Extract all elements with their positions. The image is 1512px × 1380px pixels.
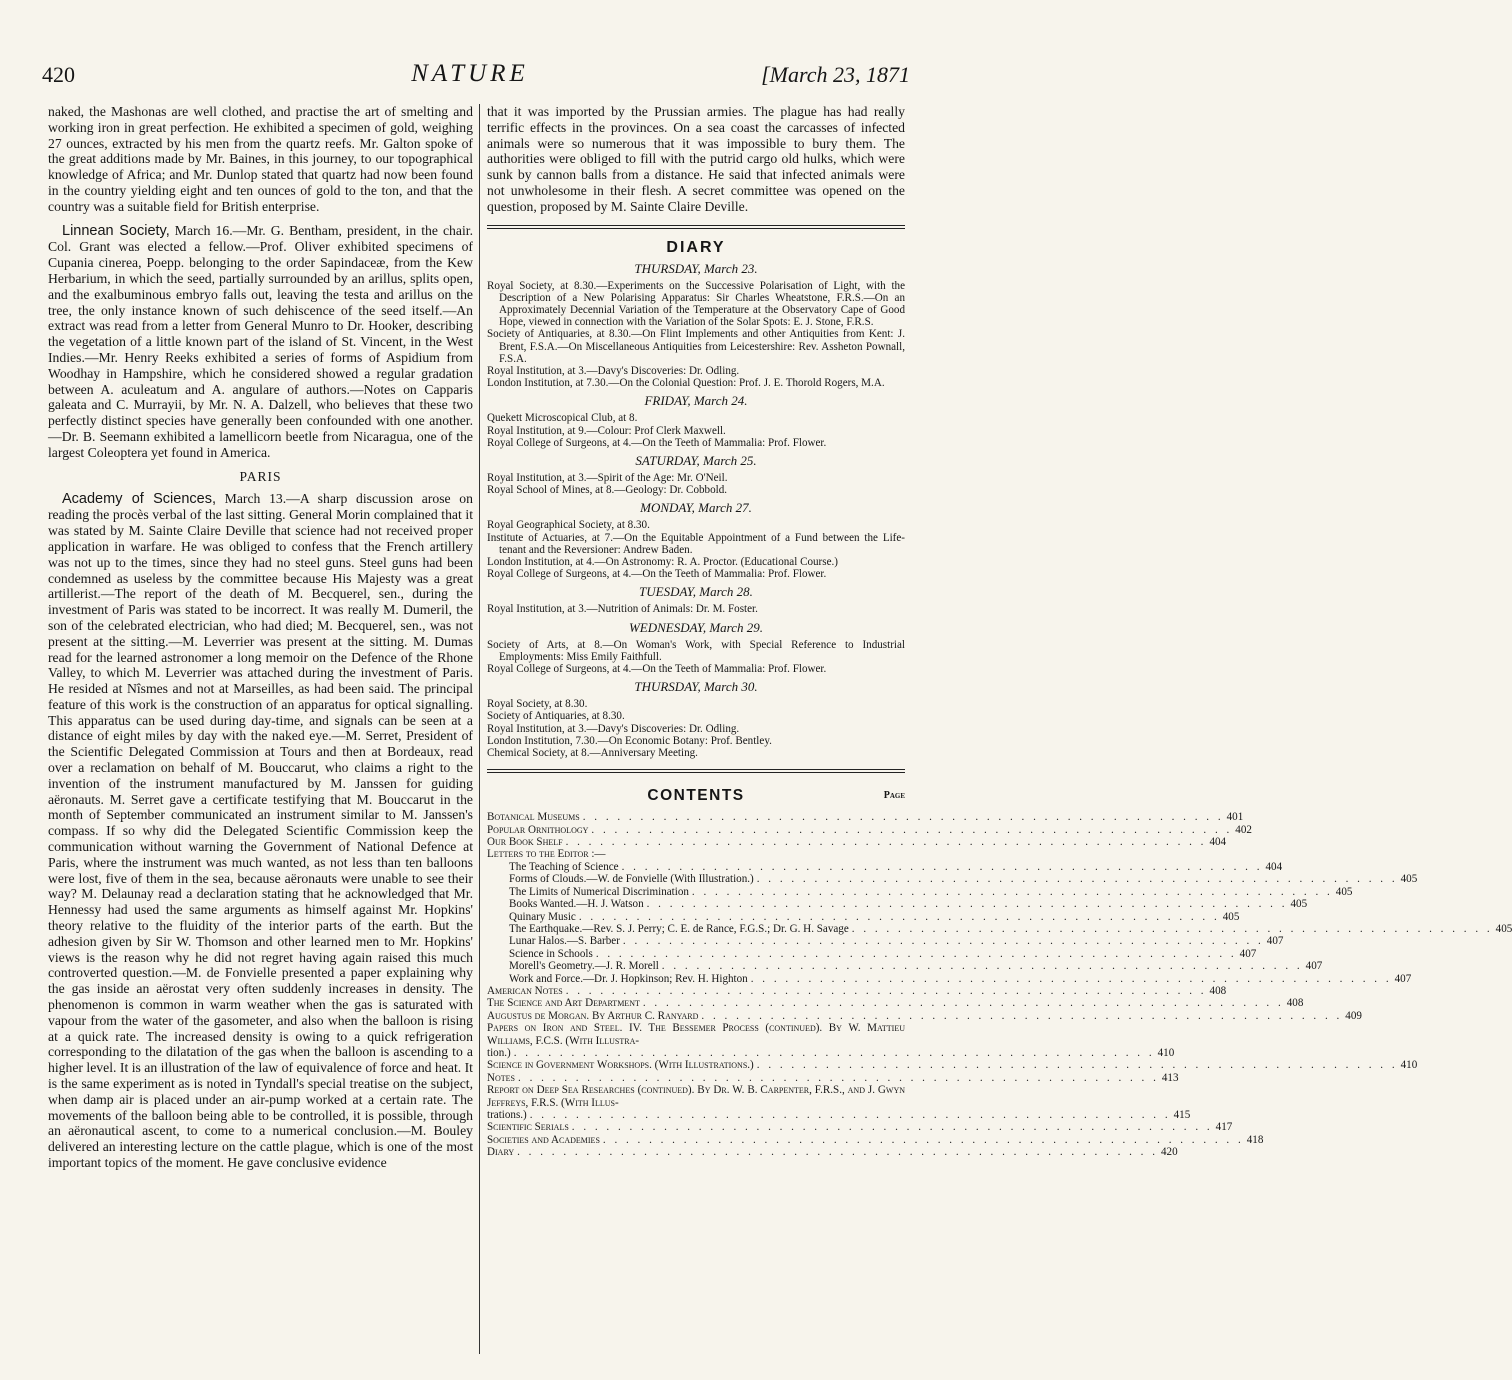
diary-entry: Royal College of Surgeons, at 4.—On the Teeth of Mammalia: Prof. Flower. bbox=[487, 436, 827, 449]
linnean-society-text: March 16.—Mr. G. Bentham, president, in the chair. Col. Grant was elected a fellow.—Prof. Oliver exhibited specimens of Cupania cinerea, Poepp. belonging to the order Sapindaceæ, from the Kew Herbarium, in which the seed, partially surrounded by an arillus, splits open, and the exalbuminous embryo falls out, leaving the testa and arillus on the tree, the only instance known of such dehiscence of the seed itself.—An extract was read from a letter from General Munro to Dr. Hooker, describing the vegetation of a little known part of the island of St. Vincent, in the West Indies.—Mr. Henry Reeks exhibited a series of forms of Aspidium from Woodhay in Hampshire, which he considered showed a regular gradation between A. aculeatum and A. angulare of authors.—Notes on Capparis galeata and C. Murrayii, by Mr. N. A. Dalzell, who believes that these two perfectly distinct species have generally been confounded with one another.—Dr. B. Seemann exhibited a lamellicorn beetle from Nicaragua, one of the largest Coleoptera yet found in America. bbox=[48, 222, 474, 460]
contents-entry bbox=[487, 898, 1308, 911]
contents-entry-page: 404 bbox=[1265, 860, 1283, 873]
contents-entry bbox=[487, 947, 1257, 960]
leader-dots: . . . . . . . . . . . . . . . . . . . . . . . . . . . . . . . . . . . . . . . . . . . . . . . . . . . . . . . . bbox=[529, 1109, 1171, 1122]
contents-entry-title: American Notes bbox=[487, 984, 563, 997]
contents-entry-title: Work and Force.—Dr. J. Hopkinson; Rev. H. Highton bbox=[509, 972, 748, 985]
contents-entry bbox=[487, 935, 1284, 948]
contents-entry-last-line bbox=[487, 1046, 1175, 1059]
leader-dots: . . . . . . . . . . . . . . . . . . . . . . . . . . . . . . . . . . . . . . . . . . . . . . . . . . . . . . . . bbox=[756, 1059, 1398, 1072]
leader-dots: . . . . . . . . . . . . . . . . . . . . . . . . . . . . . . . . . . . . . . . . . . . . . . . . . . . . . . . . bbox=[661, 960, 1303, 973]
page-column-label: Page bbox=[883, 790, 905, 802]
diary-entry: Chemical Society, at 8.—Anniversary Meeting. bbox=[487, 747, 698, 760]
contents-entry bbox=[487, 1133, 1264, 1146]
leader-dots: . . . . . . . . . . . . . . . . . . . . . . . . . . . . . . . . . . . . . . . . . . . . . . . . . . . . . . . . bbox=[595, 947, 1237, 960]
leader-dots: . . . . . . . . . . . . . . . . . . . . . . . . . . . . . . . . . . . . . . . . . . . . . . . . . . . . . . . . bbox=[565, 836, 1207, 849]
leader-dots: . . . . . . . . . . . . . . . . . . . . . . . . . . . . . . . . . . . . . . . . . . . . . . . . . . . . . . . . bbox=[756, 873, 1398, 886]
diary-entry: London Institution, at 4.—On Astronomy: R. A. Proctor. (Educational Course.) bbox=[487, 556, 838, 569]
contents-entry-title: Report on Deep Sea Researches (continued). By Dr. W. B. Carpenter, F.R.S., and J. Gwyn Jeffreys, F.R.S. (With Illus- bbox=[487, 1084, 905, 1109]
contents-entry bbox=[487, 836, 1227, 849]
contents-entry-title: Societies and Academies bbox=[487, 1133, 600, 1146]
mashonas-paragraph: naked, the Mashonas are well clothed, and practise the art of smelting and working iron in great perfection. He exhibited a specimen of gold, weighing 27 ounces, extracted by his men from the quartz reefs. Mr. Galton spoke of the great additions made by Mr. Baines, in this journey, to our topographical knowledge of Africa; and Mr. Dunlop stated that quartz had now been found in the country yielding eight and ten ounces of gold to the ton, and that the country was a suitable field for British enterprise. bbox=[48, 104, 473, 214]
contents-entry-title: Books Wanted.—H. J. Watson bbox=[509, 898, 644, 911]
contents-entry-page: 407 bbox=[1239, 947, 1257, 960]
contents-entry-title: Forms of Clouds.—W. de Fonvielle (With Illustration.) bbox=[509, 873, 754, 886]
contents-heading: CONTENTS bbox=[647, 787, 745, 805]
column-rule bbox=[479, 104, 480, 1354]
contents-entry-page: 407 bbox=[1394, 972, 1412, 985]
contents-entry-title-end: trations.) bbox=[487, 1109, 527, 1122]
right-column bbox=[487, 104, 1512, 1159]
contents-header bbox=[487, 787, 905, 805]
diary-entry: Society of Arts, at 8.—On Woman's Work, with Special Reference to Industrial Employments: Miss Emily Faithfull. bbox=[487, 638, 905, 663]
diary-entry: Royal Institution, at 9.—Colour: Prof Clerk Maxwell. bbox=[487, 424, 726, 437]
diary-entry: Society of Antiquaries, at 8.30.—On Flint Implements and other Antiquities from Kent: J. Brent, F.S.A.—On Miscellaneous Antiquities from Leicestershire: Rev. Assheton Pownall, F.S.A. bbox=[487, 328, 905, 365]
academy-of-sciences-report bbox=[48, 491, 473, 1171]
leader-dots: . . . . . . . . . . . . . . . . . . . . . . . . . . . . . . . . . . . . . . . . . . . . . . . . . . . . . . . . bbox=[571, 1121, 1213, 1134]
table-of-contents bbox=[487, 811, 1512, 1159]
contents-entry-page: 408 bbox=[1286, 997, 1304, 1010]
leader-dots: . . . . . . . . . . . . . . . . . . . . . . . . . . . . . . . . . . . . . . . . . . . . . . . . . . . . . . . . bbox=[646, 898, 1288, 911]
contents-entry-title: The Teaching of Science bbox=[509, 860, 619, 873]
contents-entry bbox=[487, 910, 1240, 923]
leader-dots: . . . . . . . . . . . . . . . . . . . . . . . . . . . . . . . . . . . . . . . . . . . . . . . . . . . . . . . . bbox=[642, 997, 1284, 1010]
contents-entry-title: The Earthquake.—Rev. S. J. Perry; C. E. de Rance, F.G.S.; Dr. G. H. Savage bbox=[509, 922, 849, 935]
leader-dots: . . . . . . . . . . . . . . . . . . . . . . . . . . . . . . . . . . . . . . . . . . . . . . . . . . . . . . . . bbox=[622, 935, 1264, 948]
contents-entry-page: 409 bbox=[1345, 1009, 1362, 1022]
leader-dots: . . . . . . . . . . . . . . . . . . . . . . . . . . . . . . . . . . . . . . . . . . . . . . . . . . . . . . . . bbox=[565, 984, 1207, 997]
contents-entry-page: 405 bbox=[1495, 922, 1512, 935]
contents-entry-title: Science in Government Workshops. (With Illustrations.) bbox=[487, 1059, 754, 1072]
contents-entry-title: Quinary Music bbox=[509, 910, 576, 923]
contents-entry bbox=[487, 984, 1227, 997]
contents-entry-page: 402 bbox=[1235, 823, 1252, 836]
contents-entry-page: 405 bbox=[1335, 885, 1353, 898]
contents-entry-title: Augustus de Morgan. By Arthur C. Ranyard bbox=[487, 1009, 699, 1022]
leader-dots: . . . . . . . . . . . . . . . . . . . . . . . . . . . . . . . . . . . . . . . . . . . . . . . . . . . . . . . . bbox=[518, 1071, 1159, 1084]
contents-entry-page: 408 bbox=[1209, 984, 1227, 997]
contents-entry bbox=[487, 997, 1304, 1010]
contents-entry-title: Morell's Geometry.—J. R. Morell bbox=[509, 960, 659, 973]
contents-entry-page: 407 bbox=[1305, 960, 1323, 973]
diary-entry: Institute of Actuaries, at 7.—On the Equitable Appointment of a Fund between the Life-tenant and the Reversioner: Andrew Baden. bbox=[487, 531, 905, 556]
issue-date: [March 23, 1871 bbox=[761, 62, 910, 87]
contents-entry-title: Papers on Iron and Steel. IV. The Bessemer Process (continued). By W. Mattieu Williams, F.C.S. (With Illustra- bbox=[487, 1022, 905, 1047]
section-divider bbox=[487, 769, 905, 773]
diary-entry: Royal Institution, at 3.—Davy's Discoveries: Dr. Odling. bbox=[487, 365, 740, 377]
contents-entry bbox=[487, 972, 1412, 985]
diary-entry: Royal College of Surgeons, at 4.—On the Teeth of Mammalia: Prof. Flower. bbox=[487, 568, 827, 581]
contents-entry-title: Scientific Serials bbox=[487, 1121, 569, 1134]
diary-entry: Royal School of Mines, at 8.—Geology: Dr. Cobbold. bbox=[487, 484, 728, 497]
left-column bbox=[48, 104, 473, 1179]
contents-entry-page: 418 bbox=[1246, 1133, 1264, 1146]
diary-day-heading: THURSDAY, March 23. bbox=[634, 260, 758, 276]
contents-entry-page: 405 bbox=[1400, 873, 1418, 886]
leader-dots: . . . . . . . . . . . . . . . . . . . . . . . . . . . . . . . . . . . . . . . . . . . . . . . . . . . . . . . . bbox=[701, 1009, 1343, 1022]
leader-dots: . . . . . . . . . . . . . . . . . . . . . . . . . . . . . . . . . . . . . . . . . . . . . . . . . . . . . . . . bbox=[517, 1146, 1158, 1159]
leader-dots: . . . . . . . . . . . . . . . . . . . . . . . . . . . . . . . . . . . . . . . . . . . . . . . . . . . . . . . . bbox=[578, 910, 1220, 923]
contents-entry bbox=[487, 811, 1244, 824]
diary-entry: Royal College of Surgeons, at 4.—On the Teeth of Mammalia: Prof. Flower. bbox=[487, 663, 827, 676]
contents-entry bbox=[487, 860, 1283, 873]
page-number: 420 bbox=[42, 62, 75, 87]
diary-entry: Society of Antiquaries, at 8.30. bbox=[487, 710, 625, 723]
diary-entry: Royal Institution, at 3.—Spirit of the Age: Mr. O'Neil. bbox=[487, 472, 728, 485]
linnean-society-heading: Linnean Society, bbox=[62, 222, 170, 239]
contents-entry-title-end: tion.) bbox=[487, 1046, 511, 1059]
contents-entry-page: 405 bbox=[1290, 898, 1308, 911]
leader-dots: . . . . . . . . . . . . . . . . . . . . . . . . . . . . . . . . . . . . . . . . . . . . . . . . . . . . . . . . bbox=[591, 823, 1233, 836]
contents-entry-page: 407 bbox=[1266, 935, 1284, 948]
contents-entry-page: 410 bbox=[1157, 1046, 1175, 1059]
contents-entry-title: Popular Ornithology bbox=[487, 823, 589, 836]
diary-entry: Royal Institution, at 3.—Nutrition of Animals: Dr. M. Foster. bbox=[487, 603, 758, 616]
diary-day-heading: MONDAY, March 27. bbox=[640, 500, 752, 516]
contents-entry-title: Our Book Shelf bbox=[487, 836, 563, 849]
contents-entry bbox=[487, 873, 1418, 886]
contents-entry bbox=[487, 1071, 1179, 1084]
leader-dots: . . . . . . . . . . . . . . . . . . . . . . . . . . . . . . . . . . . . . . . . . . . . . . . . . . . . . . . . bbox=[602, 1133, 1244, 1146]
contents-entry-title: Botanical Museums bbox=[487, 811, 580, 824]
contents-entry-title: The Limits of Numerical Discrimination bbox=[509, 885, 689, 898]
contents-entry-page: 413 bbox=[1161, 1071, 1179, 1084]
contents-letters-header: Letters to the Editor :— bbox=[487, 848, 606, 861]
contents-entry-page: 410 bbox=[1400, 1059, 1418, 1072]
leader-dots: . . . . . . . . . . . . . . . . . . . . . . . . . . . . . . . . . . . . . . . . . . . . . . . . . . . . . . . . bbox=[851, 922, 1493, 935]
contents-entry-page: 415 bbox=[1173, 1109, 1191, 1122]
diary-entry: Royal Society, at 8.30. bbox=[487, 698, 588, 711]
diary-entry: Royal Institution, at 3.—Davy's Discoveries: Dr. Odling. bbox=[487, 722, 740, 735]
leader-dots: . . . . . . . . . . . . . . . . . . . . . . . . . . . . . . . . . . . . . . . . . . . . . . . . . . . . . . . . bbox=[750, 972, 1392, 985]
paris-heading: PARIS bbox=[239, 468, 282, 484]
diary-entry: Quekett Microscopical Club, at 8. bbox=[487, 412, 638, 425]
contents-entry bbox=[487, 1084, 1191, 1122]
diary-entry: Royal Geographical Society, at 8.30. bbox=[487, 519, 650, 532]
contents-entry bbox=[487, 1146, 1178, 1159]
contents-entry-title: The Science and Art Department bbox=[487, 997, 640, 1010]
contents-entry-page: 405 bbox=[1222, 910, 1240, 923]
linnean-society-report bbox=[48, 223, 473, 461]
contents-entry bbox=[487, 1059, 1418, 1072]
diary-day-heading: SATURDAY, March 25. bbox=[635, 453, 757, 469]
contents-entry bbox=[487, 922, 1512, 935]
diary-heading: DIARY bbox=[666, 238, 726, 256]
journal-title: NATURE bbox=[411, 60, 529, 87]
diary-entry: Royal Society, at 8.30.—Experiments on the Successive Polarisation of Light, with the Description of a New Polarising Apparatus: Sir Charles Wheatstone, F.R.S.—On an Approximately Decennial Variation of the Temperature at the Observatory Cape of Good Hope, viewed in connection with the Variation of the Solar Spots: E. J. Stone, F.R.S. bbox=[487, 279, 905, 329]
contents-entry bbox=[487, 960, 1323, 973]
contents-entry bbox=[487, 1009, 1362, 1022]
contents-entry-last-line bbox=[487, 1109, 1191, 1122]
diary-list bbox=[487, 261, 905, 760]
contents-entry bbox=[487, 1121, 1233, 1134]
contents-entry-page: 401 bbox=[1226, 811, 1244, 824]
contents-entry bbox=[487, 885, 1353, 898]
academy-of-sciences-text: March 13.—A sharp discussion arose on reading the procès verbal of the last sitting. General Morin complained that it was stated by M. Sainte Claire Deville that science had not received proper application in warfare. He was obliged to confess that the French artillery was not up to the times, since they had no steel guns. Steel guns had been condemned as useless by the committee because His Majesty was a great artillerist.—The report of the death of M. Becquerel, sen., during the investment of Paris was stated to be incorrect. It was really M. Dumeril, the son of the celebrated electrician, who had died; M. Becquerel, sen., was not present at the sitting.—M. Leverrier was present at the sitting. M. Dumas read for the learned astronomer a long memoir on the Defence of the Rhone Valley, to which M. Leverrier was attached during the investment of Paris. He resided at Nîsmes and not at Marseilles, as had been said. The principal feature of this work is the construction of an apparatus for optical signalling. This apparatus can be used during day-time, and signals can be seen at a distance of eight miles by day with the naked eye.—M. Serret, President of the Scientific Delegated Commission at Tours and then at Bordeaux, read over a reclamation on behalf of M. Bouccarut, who claims a right to the invention of the instrument manufactured by M. Janssen for guiding aëronauts. M. Serret gave a certificate testifying that M. Bouccarut in the month of September communicated an instrument similar to M. Janssen's compass. If so why did the Delegated Scientific Commission keep the communication without warning the Government of National Defence at Paris, where the instrument was much wanted, as not less than ten balloons were lost, five of them in the sea, because aëronauts were unable to see their way? M. Delaunay read a declaration stating that he acknowledged that Mr. Hennessy had used the same arguments as himself against Mr. Hopkins' theory relative to the fluidity of the interior parts of the earth. But the adhesion given by Sir W. Thomson and other learned men to Mr. Hopkins' views is the reason why he did not regret having again raised this much controverted question.—M. de Fonvielle presented a paper explaining why the gas inside an aërostat very often suddenly increases in density. The phenomenon is common in warm weather when the gas is saturated with vapour from the water of the gasometer, and also when the balloon is rising at a quick rate. The increased density is owing to a quick refrigeration corresponding to the dilatation of the gas when the balloon is ascending to a higher level. It is an illustration of the law of equivalence of force and heat. It is the same experiment as is noted in Tyndall's special treatise on the subject, when damp air is placed under an air-pump worked at a certain rate. The movements of the balloon being able to be controlled, it is possible, through an aëronautical ascent, to come to a numerical conclusion.—M. Bouley delivered an interesting lecture on the cattle plague, which is one of the most important topics of the moment. He gave conclusive evidence bbox=[48, 490, 473, 1170]
diary-day-heading: TUESDAY, March 28. bbox=[639, 584, 753, 600]
contents-entry bbox=[487, 823, 1252, 836]
diary-entry: London Institution, at 7.30.—On the Colonial Question: Prof. J. E. Thorold Rogers, M.A. bbox=[487, 377, 885, 390]
leader-dots: . . . . . . . . . . . . . . . . . . . . . . . . . . . . . . . . . . . . . . . . . . . . . . . . . . . . . . . . bbox=[513, 1046, 1155, 1059]
diary-day-heading: THURSDAY, March 30. bbox=[634, 679, 758, 695]
contents-entry-page: 417 bbox=[1215, 1121, 1233, 1134]
diary-entry: London Institution, 7.30.—On Economic Botany: Prof. Bentley. bbox=[487, 734, 772, 747]
contents-entry-title: Diary bbox=[487, 1146, 515, 1159]
leader-dots: . . . . . . . . . . . . . . . . . . . . . . . . . . . . . . . . . . . . . . . . . . . . . . . . . . . . . . . . bbox=[621, 860, 1263, 873]
contents-entry-title: Science in Schools bbox=[509, 947, 593, 960]
contents-entry-title: Lunar Halos.—S. Barber bbox=[509, 935, 620, 948]
section-divider bbox=[487, 225, 905, 229]
academy-of-sciences-heading: Academy of Sciences, bbox=[62, 490, 216, 507]
diary-day-heading: FRIDAY, March 24. bbox=[644, 393, 748, 409]
contents-entry-page: 420 bbox=[1160, 1146, 1178, 1159]
contents-entry-page: 404 bbox=[1209, 836, 1227, 849]
contents-entry-title: Notes bbox=[487, 1071, 516, 1084]
diary-day-heading: WEDNESDAY, March 29. bbox=[628, 619, 764, 635]
contents-entry bbox=[487, 1022, 1175, 1059]
academy-continued-paragraph: that it was imported by the Prussian armies. The plague has had really terrific effects in the provinces. On a sea coast the carcasses of infected animals were so numerous that it was impossible to bury them. The authorities were obliged to fill with the putrid cargo old hulks, which were sunk by cannon balls from a distance. He said that infected animals were not unwholesome in their flesh. A secret committee was opened on the question, proposed by M. Sainte Claire Deville. bbox=[487, 104, 905, 214]
leader-dots: . . . . . . . . . . . . . . . . . . . . . . . . . . . . . . . . . . . . . . . . . . . . . . . . . . . . . . . . bbox=[582, 811, 1224, 824]
leader-dots: . . . . . . . . . . . . . . . . . . . . . . . . . . . . . . . . . . . . . . . . . . . . . . . . . . . . . . . . bbox=[691, 885, 1333, 898]
page-header bbox=[30, 60, 910, 94]
